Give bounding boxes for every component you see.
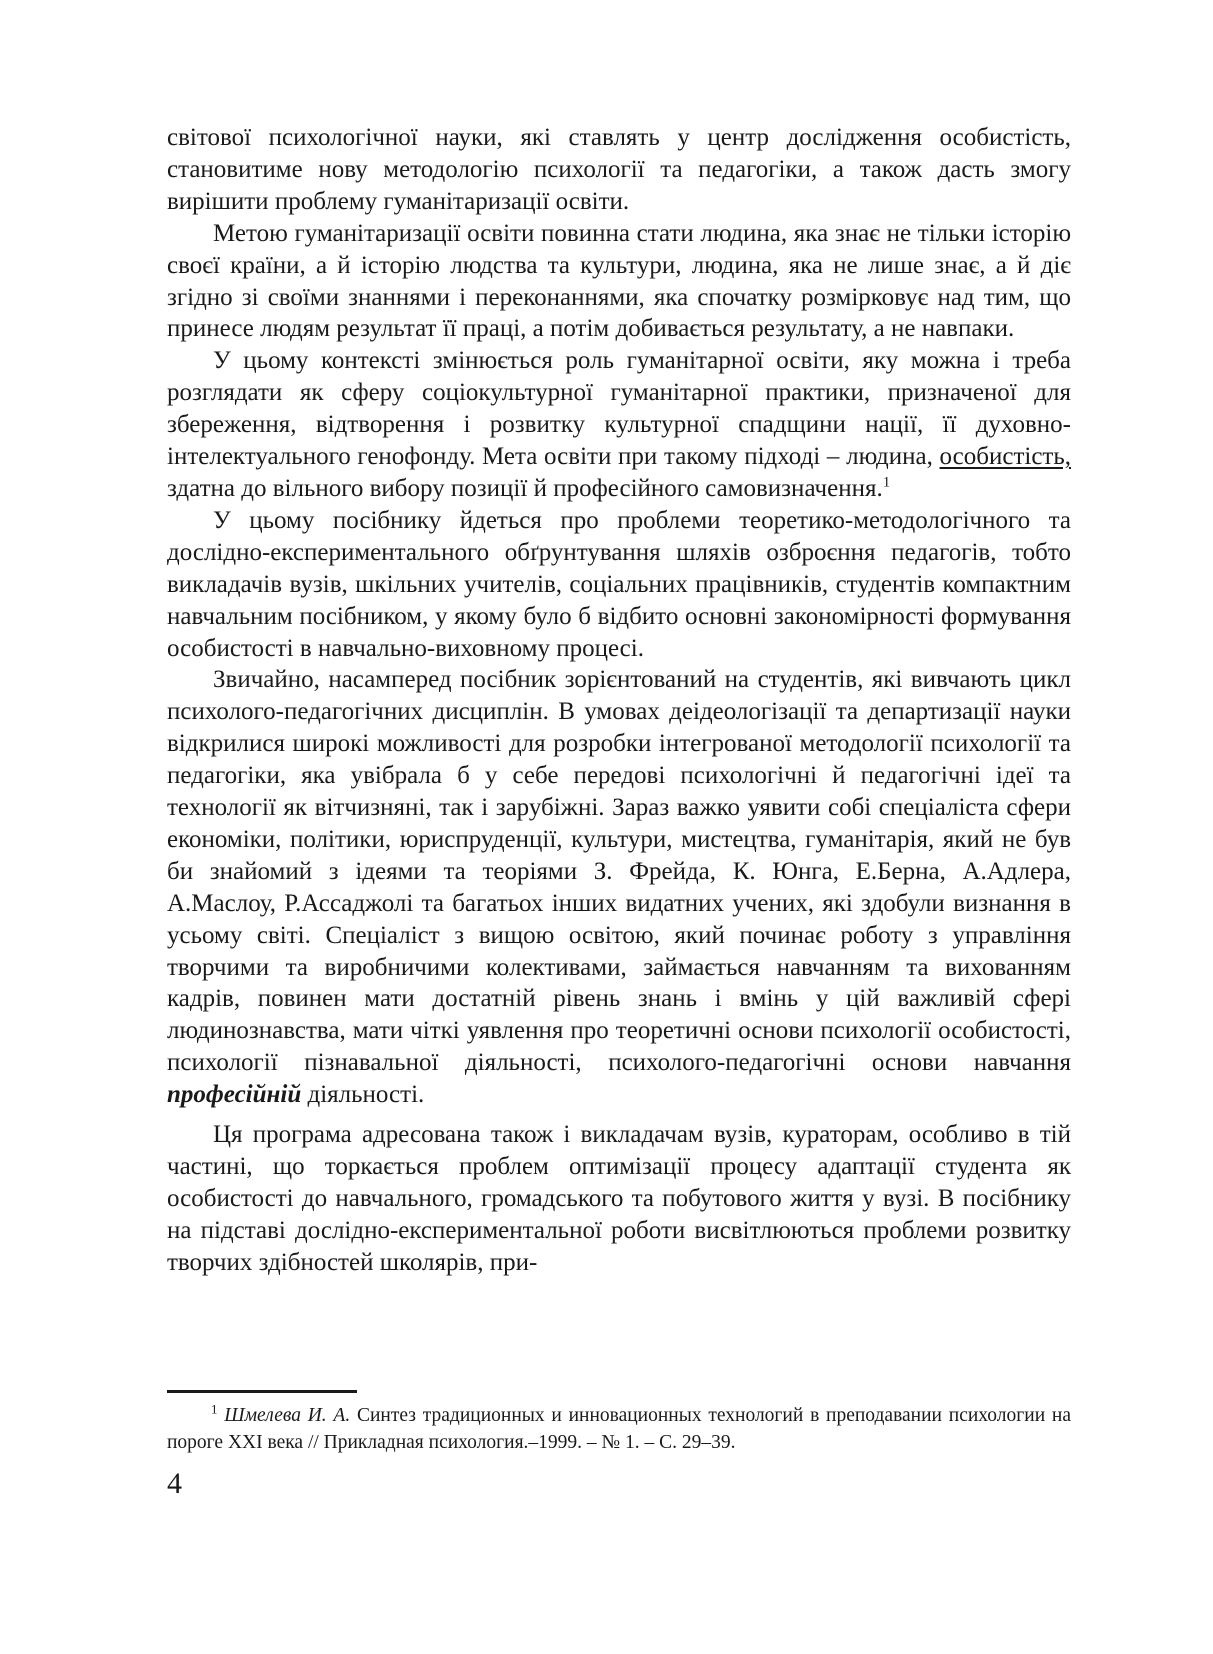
footnote-author: Шмелева И. А. [224, 1405, 351, 1426]
underlined-term: особистість, [939, 443, 1071, 471]
footnote-reference[interactable]: 1 [882, 474, 891, 491]
footnote-divider [167, 1390, 357, 1393]
paragraph-1: світової психологічної науки, які ставлять у центр дослідження особистість, становитиме нову методологію психології та педагогіки, а також дасть змогу вирішити проблему гуманітаризації освіти. [167, 124, 1071, 215]
main-text [167, 122, 1071, 1279]
emphasized-word: професійній [167, 1081, 302, 1109]
footnote-text: Синтез традиционных и инновационных технологий в преподавании психологии на пороге XXI века // Прикладная психология.–1999. – № 1. – С. 29–39. [167, 1405, 1071, 1453]
paragraph-5-text-end: діяльності. [301, 1081, 425, 1109]
paragraph-3-text-end: здатна до вільного вибору позиції й професійного самовизначення. [167, 474, 883, 502]
paragraph-3 [167, 345, 1071, 505]
page-number: 4 [167, 1467, 182, 1500]
paragraph-4: У цьому посібнику йдеться про проблеми теоретико-методологічного та дослідно-експериментального обґрунтування шляхів озброєння педагогів, тобто викладачів вузів, шкільних учителів, соціальних працівників, студентів компактним навчальним посібником, у якому було б відбито основні закономірності формування особистості в навчально-виховному процесі. [167, 506, 1071, 662]
paragraph-5 [167, 664, 1071, 1111]
paragraph-3-text-start: У цьому контексті змінюється роль гуманітарної освіти, яку можна і треба розглядати як сферу соціокультурної гуманітарної практики, призначеної для збереження, відтворення і розвитку культурної спадщини нації, її духовно-інтелектуального генофонду. Мета освіти при такому підході – людина, [167, 347, 1071, 471]
footnote-number: 1 [211, 1401, 218, 1417]
paragraph-6: Ця програма адресована також і викладачам вузів, кураторам, особливо в тій частині, що торкається проблем оптимізації процесу адаптації студента як особистості до навчального, громадського та побутового життя у вузі. В посібнику на підставі дослідно-експериментальної роботи висвітлюються проблеми розвитку творчих здібностей школярів, при- [167, 1121, 1071, 1276]
paragraph-2: Метою гуманітаризації освіти повинна стати людина, яка знає не тільки історію своєї країни, а й історію людства та культури, людина, яка не лише знає, а й діє згідно зі своїми знаннями і переконаннями, яка спочатку розмірковує над тим, що принесе людям результат її праці, а потім добивається результату, а не навпаки. [167, 219, 1071, 343]
paragraph-5-text-start: Звичайно, насамперед посібник зорієнтований на студентів, які вивчають цикл психолого-педагогічних дисциплін. В умовах деідеологізації та департизації науки відкрилися широкі можливості для розробки інтегрованої методології психології та педагогіки, яка увібрала б у себе передові психологічні й педагогічні ідеї та технології як вітчизняні, так і зарубіжні. Зараз важко уявити собі спеціаліста сфери економіки, політики, юриспруденції, культури, мистецтва, гуманітарія, який не був би знайомий з ідеями та теоріями З. Фрейда, К. Юнга, Е.Берна, А.Адлера, А.Маслоу, Р.Ассаджолі та багатьох інших видатних учених, які здобули визнання в усьому світі. Спеціаліст з вищою освітою, який починає роботу з управління творчими та виробничими колективами, займається навчанням та вихованням кадрів, повинен мати достатній рівень знань і вмінь у цій важливій сфері людинознавства, мати чіткі уявлення про теоретичні основи психології особистості, психології пізнавальної діяльності, психолого-педагогічні основи навчання [167, 666, 1071, 1077]
footnote [167, 1402, 1071, 1456]
